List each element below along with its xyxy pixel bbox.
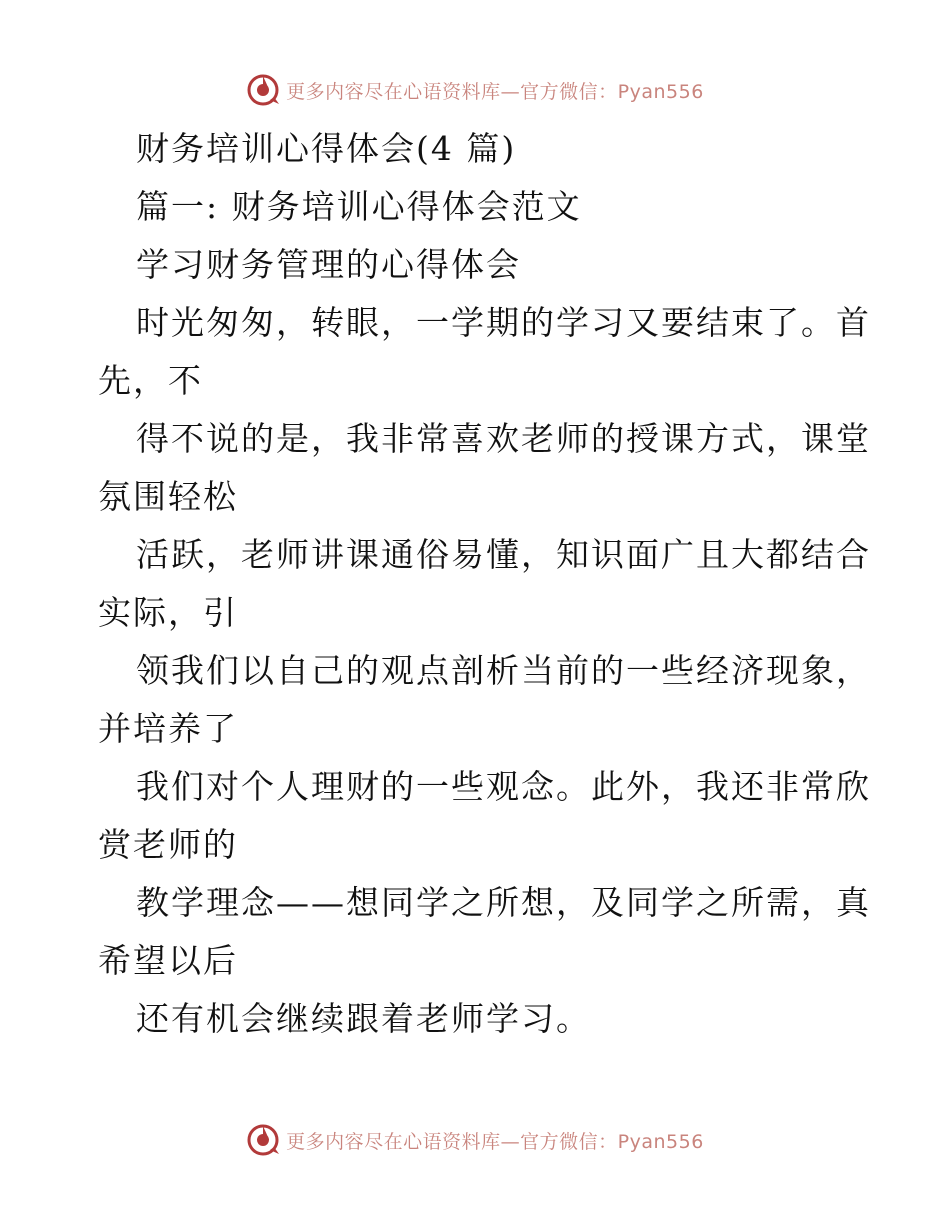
document-body <box>98 120 871 1048</box>
article-title: 学习财务管理的心得体会 <box>136 245 521 284</box>
document-title: 财务培训心得体会(4 篇) <box>136 129 517 168</box>
paragraph-line: 得不说的是，我非常喜欢老师的授课方式，课堂 <box>136 419 871 458</box>
section-heading: 篇一: 财务培训心得体会范文 <box>136 187 582 226</box>
paragraph-line: 赏老师的 <box>98 825 238 864</box>
brand-logo-icon <box>246 1123 280 1157</box>
footer-watermark-banner <box>0 1120 950 1160</box>
brand-logo-icon <box>246 73 280 107</box>
paragraph-line: 实际，引 <box>98 593 238 632</box>
banner-text: 更多内容尽在心语资料库—官方微信：Pyan556 <box>286 80 704 103</box>
paragraph-line: 并培养了 <box>98 709 238 748</box>
wechat-id: Pyan556 <box>617 1130 704 1153</box>
paragraph-line: 领我们以自己的观点剖析当前的一些经济现象， <box>136 651 871 690</box>
banner-text: 更多内容尽在心语资料库—官方微信：Pyan556 <box>286 1130 704 1153</box>
paragraph-line: 氛围轻松 <box>98 477 238 516</box>
paragraph-line: 教学理念——想同学之所想，及同学之所需，真 <box>136 883 871 922</box>
paragraph-line: 先，不 <box>98 361 203 400</box>
paragraph-line: 活跃，老师讲课通俗易懂，知识面广且大都结合 <box>136 535 871 574</box>
wechat-id: Pyan556 <box>617 80 704 103</box>
paragraph-line: 还有机会继续跟着老师学习。 <box>136 999 591 1038</box>
header-watermark-banner <box>0 70 950 110</box>
paragraph-line: 希望以后 <box>98 941 238 980</box>
paragraph-line: 我们对个人理财的一些观念。此外，我还非常欣 <box>136 767 871 806</box>
paragraph-line: 时光匆匆，转眼，一学期的学习又要结束了。首 <box>136 303 871 342</box>
